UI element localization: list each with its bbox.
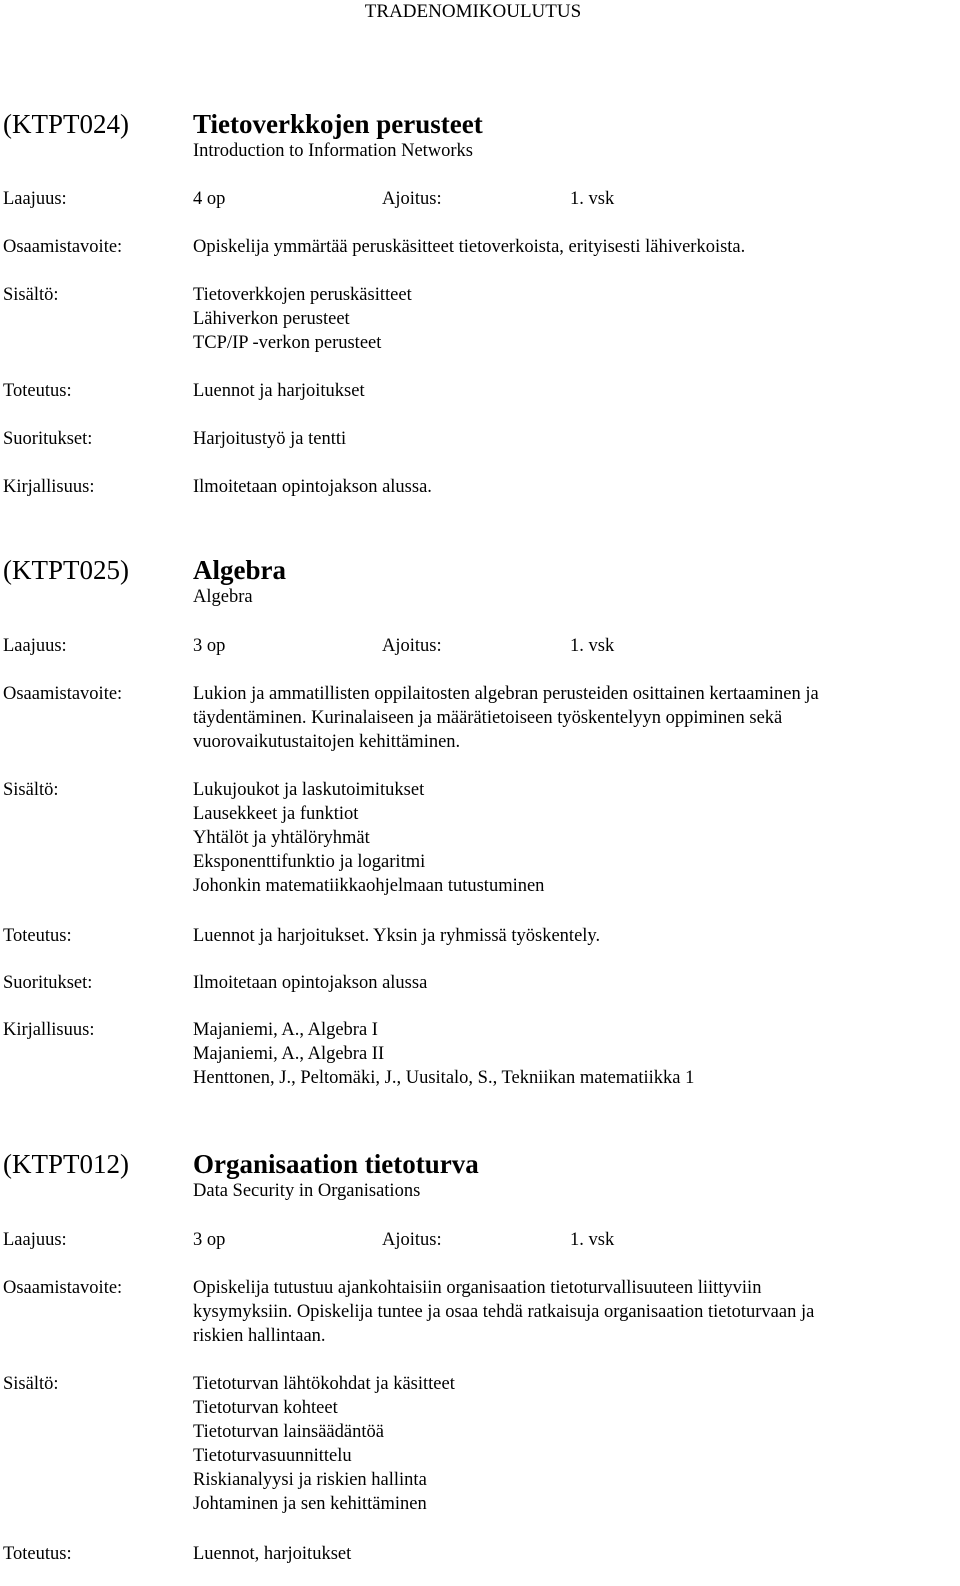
- osaamistavoite-text: [193, 235, 958, 259]
- text-line: Harjoitustyö ja tentti: [193, 429, 347, 449]
- ajoitus-label: Ajoitus:: [382, 636, 442, 656]
- sisalto-list: [193, 1372, 958, 1516]
- suoritukset-label: Suoritukset:: [3, 429, 93, 449]
- list-item: Johtaminen ja sen kehittäminen: [193, 1494, 427, 1514]
- list-item: TCP/IP -verkon perusteet: [193, 333, 382, 353]
- page-header: TRADENOMIKOULUTUS: [364, 1, 582, 22]
- ajoitus-label: Ajoitus:: [382, 189, 442, 209]
- course-title: Organisaation tietoturva: [193, 1149, 479, 1179]
- osaamistavoite-text: [193, 682, 958, 754]
- osaamistavoite-label: Osaamistavoite:: [3, 237, 123, 257]
- list-item: Tietoturvasuunnittelu: [193, 1446, 352, 1466]
- ajoitus-label: Ajoitus:: [382, 1230, 442, 1250]
- text-line: Lukion ja ammatillisten oppilaitosten algebran perusteiden osittainen kertaaminen ja: [193, 684, 819, 704]
- text-line: riskien hallintaan.: [193, 1326, 326, 1346]
- kirjallisuus-text: [193, 475, 958, 499]
- text-line: täydentäminen. Kurinalaiseen ja määrätietoiseen työskentelyyn oppiminen sekä: [193, 708, 783, 728]
- toteutus-text: [193, 379, 958, 403]
- course-title: Algebra: [193, 555, 286, 585]
- toteutus-label: Toteutus:: [3, 381, 72, 401]
- sisalto-label: Sisältö:: [3, 285, 59, 305]
- sisalto-label: Sisältö:: [3, 1374, 59, 1394]
- sisalto-label: Sisältö:: [3, 780, 59, 800]
- ajoitus-value: 1. vsk: [570, 1230, 615, 1250]
- list-item: Tietoverkkojen peruskäsitteet: [193, 285, 412, 305]
- list-item: Tietoturvan lähtökohdat ja käsitteet: [193, 1374, 455, 1394]
- osaamistavoite-text: [193, 1276, 958, 1348]
- sisalto-list: [193, 283, 958, 355]
- toteutus-label: Toteutus:: [3, 926, 72, 946]
- course-subtitle: Algebra: [193, 587, 253, 607]
- ajoitus-value: 1. vsk: [570, 636, 615, 656]
- suoritukset-text: [193, 971, 958, 995]
- suoritukset-label: Suoritukset:: [3, 973, 93, 993]
- list-item: Lukujoukot ja laskutoimitukset: [193, 780, 425, 800]
- list-item: Riskianalyysi ja riskien hallinta: [193, 1470, 427, 1490]
- list-item: Henttonen, J., Peltomäki, J., Uusitalo, S., Tekniikan matematiikka 1: [193, 1068, 695, 1088]
- osaamistavoite-label: Osaamistavoite:: [3, 1278, 123, 1298]
- course-code: (KTPT012): [3, 1149, 129, 1179]
- laajuus-label: Laajuus:: [3, 636, 67, 656]
- toteutus-label: Toteutus:: [3, 1544, 72, 1564]
- text-line: Ilmoitetaan opintojakson alussa: [193, 973, 428, 993]
- osaamistavoite-label: Osaamistavoite:: [3, 684, 123, 704]
- laajuus-label: Laajuus:: [3, 1230, 67, 1250]
- course-code: (KTPT025): [3, 555, 129, 585]
- laajuus-label: Laajuus:: [3, 189, 67, 209]
- list-item: Tietoturvan lainsäädäntöä: [193, 1422, 384, 1442]
- course-subtitle: Introduction to Information Networks: [193, 141, 474, 161]
- laajuus-value: 3 op: [193, 1230, 226, 1250]
- list-item: Lausekkeet ja funktiot: [193, 804, 359, 824]
- text-line: Ilmoitetaan opintojakson alussa.: [193, 477, 432, 497]
- list-item: Yhtälöt ja yhtälöryhmät: [193, 828, 370, 848]
- toteutus-text: [193, 924, 958, 948]
- course-title: Tietoverkkojen perusteet: [193, 109, 483, 139]
- list-item: Tietoturvan kohteet: [193, 1398, 338, 1418]
- ajoitus-value: 1. vsk: [570, 189, 615, 209]
- text-line: vuorovaikutustaitojen kehittäminen.: [193, 732, 461, 752]
- list-item: Eksponenttifunktio ja logaritmi: [193, 852, 426, 872]
- text-line: Opiskelija ymmärtää peruskäsitteet tietoverkoista, erityisesti lähiverkoista.: [193, 237, 746, 257]
- sisalto-list: [193, 778, 958, 898]
- text-line: kysymyksiin. Opiskelija tuntee ja osaa tehdä ratkaisuja organisaation tietoturvaan ja: [193, 1302, 815, 1322]
- text-line: Luennot ja harjoitukset. Yksin ja ryhmissä työskentely.: [193, 926, 601, 946]
- kirjallisuus-list: [193, 1018, 958, 1090]
- kirjallisuus-label: Kirjallisuus:: [3, 477, 95, 497]
- course-subtitle: Data Security in Organisations: [193, 1181, 421, 1201]
- list-item: Lähiverkon perusteet: [193, 309, 350, 329]
- toteutus-text: [193, 1542, 958, 1566]
- laajuus-value: 3 op: [193, 636, 226, 656]
- course-code: (KTPT024): [3, 109, 129, 139]
- suoritukset-text: [193, 427, 958, 451]
- kirjallisuus-label: Kirjallisuus:: [3, 1020, 95, 1040]
- text-line: Luennot, harjoitukset: [193, 1544, 352, 1564]
- text-line: Opiskelija tutustuu ajankohtaisiin organisaation tietoturvallisuuteen liittyviin: [193, 1278, 762, 1298]
- list-item: Majaniemi, A., Algebra I: [193, 1020, 378, 1040]
- list-item: Johonkin matematiikkaohjelmaan tutustuminen: [193, 876, 545, 896]
- text-line: Luennot ja harjoitukset: [193, 381, 365, 401]
- list-item: Majaniemi, A., Algebra II: [193, 1044, 385, 1064]
- laajuus-value: 4 op: [193, 189, 226, 209]
